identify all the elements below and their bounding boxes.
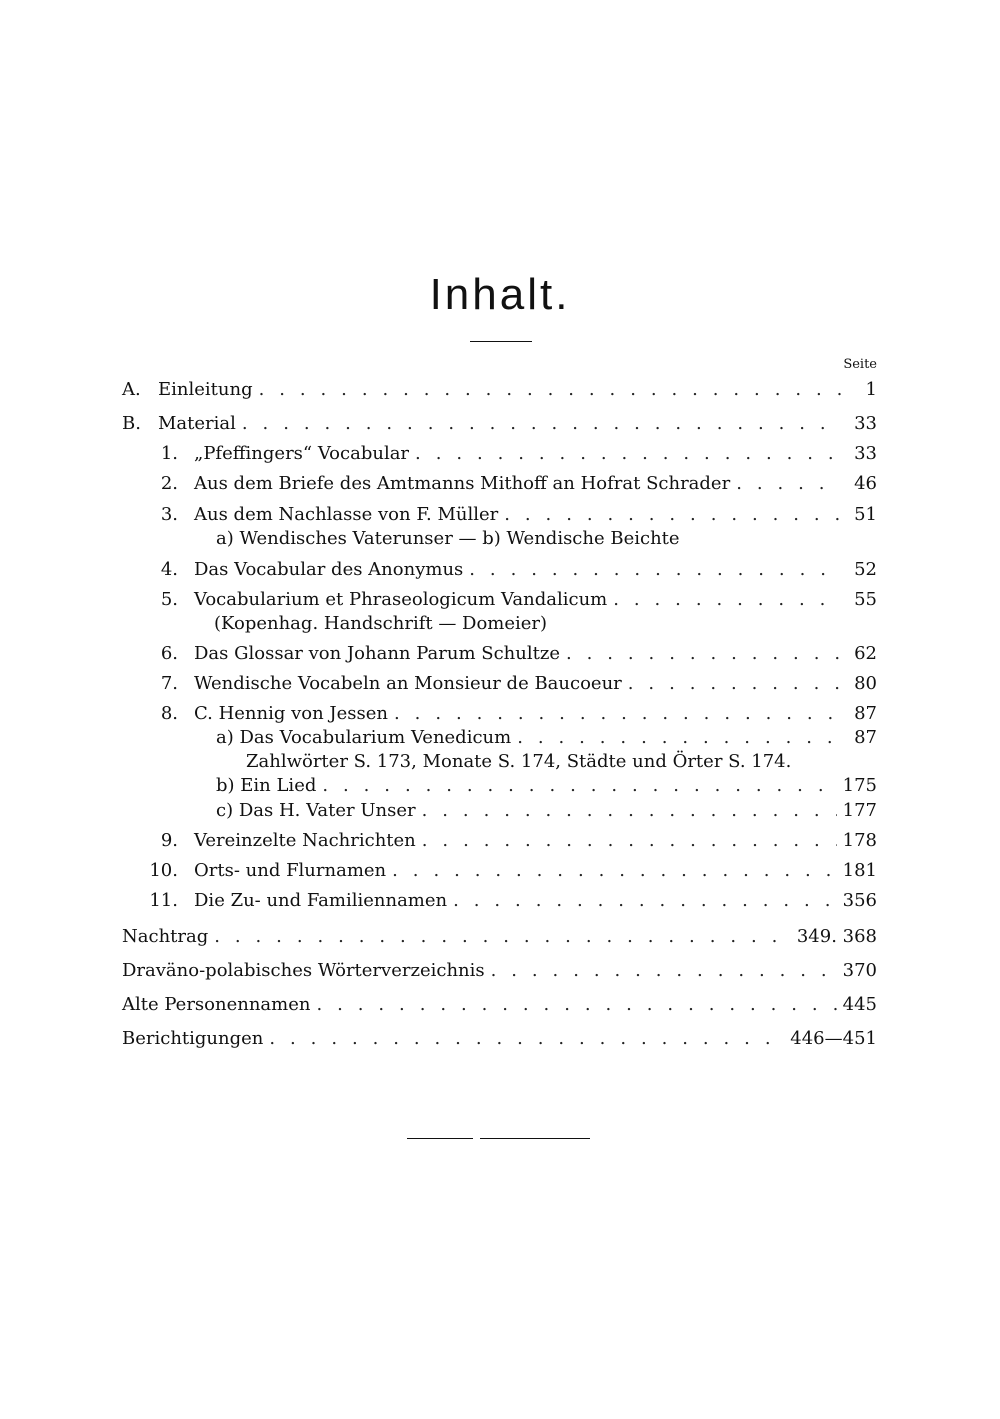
entry-page: 55 [854,589,877,610]
entry-number: 2. [160,473,178,494]
entry-label: C. Hennig von Jessen [194,703,389,724]
toc-entry-9 [122,829,877,853]
leader-dots [613,588,841,612]
entry-number: 5. [160,589,178,610]
toc-entry-berichtigungen [122,1027,877,1051]
toc-subline-5: (Kopenhag. Handschrift — Domeier) [214,613,548,634]
toc-entry-4 [122,558,877,582]
entry-number: 7. [160,673,178,694]
toc-entry-einleitung [122,378,877,402]
leader-dots [453,889,837,913]
leader-dots [628,672,841,696]
entry-label: Das Vocabular des Anonymus [194,559,464,580]
entry-page: 445 [842,994,877,1015]
leader-dots [504,503,841,527]
entry-number: 1. [160,443,178,464]
entry-page: 175 [842,775,877,796]
leader-dots [422,799,837,823]
entry-page: 33 [854,413,877,434]
leader-dots [394,702,841,726]
leader-dots [491,959,837,983]
entry-page: 370 [842,960,877,981]
entry-label: Material [158,413,236,434]
toc-subline-3a: a) Wendisches Vaterunser — b) Wendische Beichte [216,528,680,549]
entry-number: 11. [149,890,178,911]
leader-dots [316,993,836,1017]
entry-label: Draväno-polabisches Wörterverzeichnis [122,960,485,981]
toc-entry-material [122,412,877,436]
entry-page: 52 [854,559,877,580]
leader-dots [422,829,837,853]
leader-dots [214,925,791,949]
entry-label: Berichtigungen [122,1028,264,1049]
entry-page: 62 [854,643,877,664]
leader-dots [517,726,841,750]
toc-entry-6 [122,642,877,666]
entry-number: 9. [160,830,178,851]
entry-page: 446—451 [790,1028,877,1049]
leader-dots [415,442,841,466]
entry-label: Alte Personennamen [122,994,311,1015]
entry-page: 51 [854,504,877,525]
entry-number: 3. [160,504,178,525]
entry-number: 6. [160,643,178,664]
toc-entry-1 [122,442,877,466]
entry-label: „Pfeffingers“ Vocabular [194,443,410,464]
entry-label: Einleitung [158,379,253,400]
entry-label: b) Ein Lied [216,775,317,796]
closing-rule-right [480,1138,590,1139]
entry-label: Wendische Vocabeln an Monsieur de Baucoeur [194,673,622,694]
entry-label: Aus dem Briefe des Amtmanns Mithoff an Hofrat Schrader [194,473,731,494]
toc-entry-2 [122,472,877,496]
toc-entry-personennamen [122,993,877,1017]
toc-entry-8b [216,774,877,798]
entry-page: 46 [854,473,877,494]
entry-label: Orts- und Flurnamen [194,860,387,881]
toc-entry-8a [216,726,877,750]
closing-rule-left [407,1138,473,1139]
entry-label: Die Zu- und Familiennamen [194,890,448,911]
entry-page: 87 [854,727,877,748]
leader-dots [322,774,836,798]
leader-dots [469,558,841,582]
toc-entry-7 [122,672,877,696]
entry-number: A. [122,379,141,400]
entry-label: c) Das H. Vater Unser [216,800,416,821]
page-column-header: Seite [843,357,877,372]
entry-label: Vocabularium et Phraseologicum Vandalicum [194,589,608,610]
entry-label: Das Glossar von Johann Parum Schultze [194,643,560,664]
entry-page: 1 [865,379,877,400]
entry-page: 177 [842,800,877,821]
toc-subline-8a: Zahlwörter S. 173, Monate S. 174, Städte und Örter S. 174. [246,751,792,772]
entry-number: 4. [160,559,178,580]
entry-number: 8. [160,703,178,724]
toc-entry-nachtrag [122,925,877,949]
leader-dots [736,472,841,496]
toc-entry-woerterverzeichnis [122,959,877,983]
entry-page: 178 [842,830,877,851]
entry-page: 349. 368 [796,926,877,947]
toc-entry-10 [122,859,877,883]
entry-number: 10. [149,860,178,881]
entry-label: a) Das Vocabularium Venedicum [216,727,512,748]
leader-dots [259,378,841,402]
leader-dots [242,412,841,436]
entry-label: Nachtrag [122,926,209,947]
entry-page: 33 [854,443,877,464]
leader-dots [392,859,836,883]
leader-dots [269,1027,784,1051]
toc-entry-11 [122,889,877,913]
entry-number: B. [122,413,141,434]
entry-label: Aus dem Nachlasse von F. Müller [194,504,499,525]
toc-entry-5 [122,588,877,612]
entry-page: 356 [842,890,877,911]
page-title: Inhalt. [429,270,571,319]
entry-page: 87 [854,703,877,724]
toc-entry-3 [122,503,877,527]
leader-dots [566,642,841,666]
entry-page: 80 [854,673,877,694]
entry-label: Vereinzelte Nachrichten [194,830,416,851]
toc-entry-8 [122,702,877,726]
toc-entry-8c [216,799,877,823]
entry-page: 181 [842,860,877,881]
